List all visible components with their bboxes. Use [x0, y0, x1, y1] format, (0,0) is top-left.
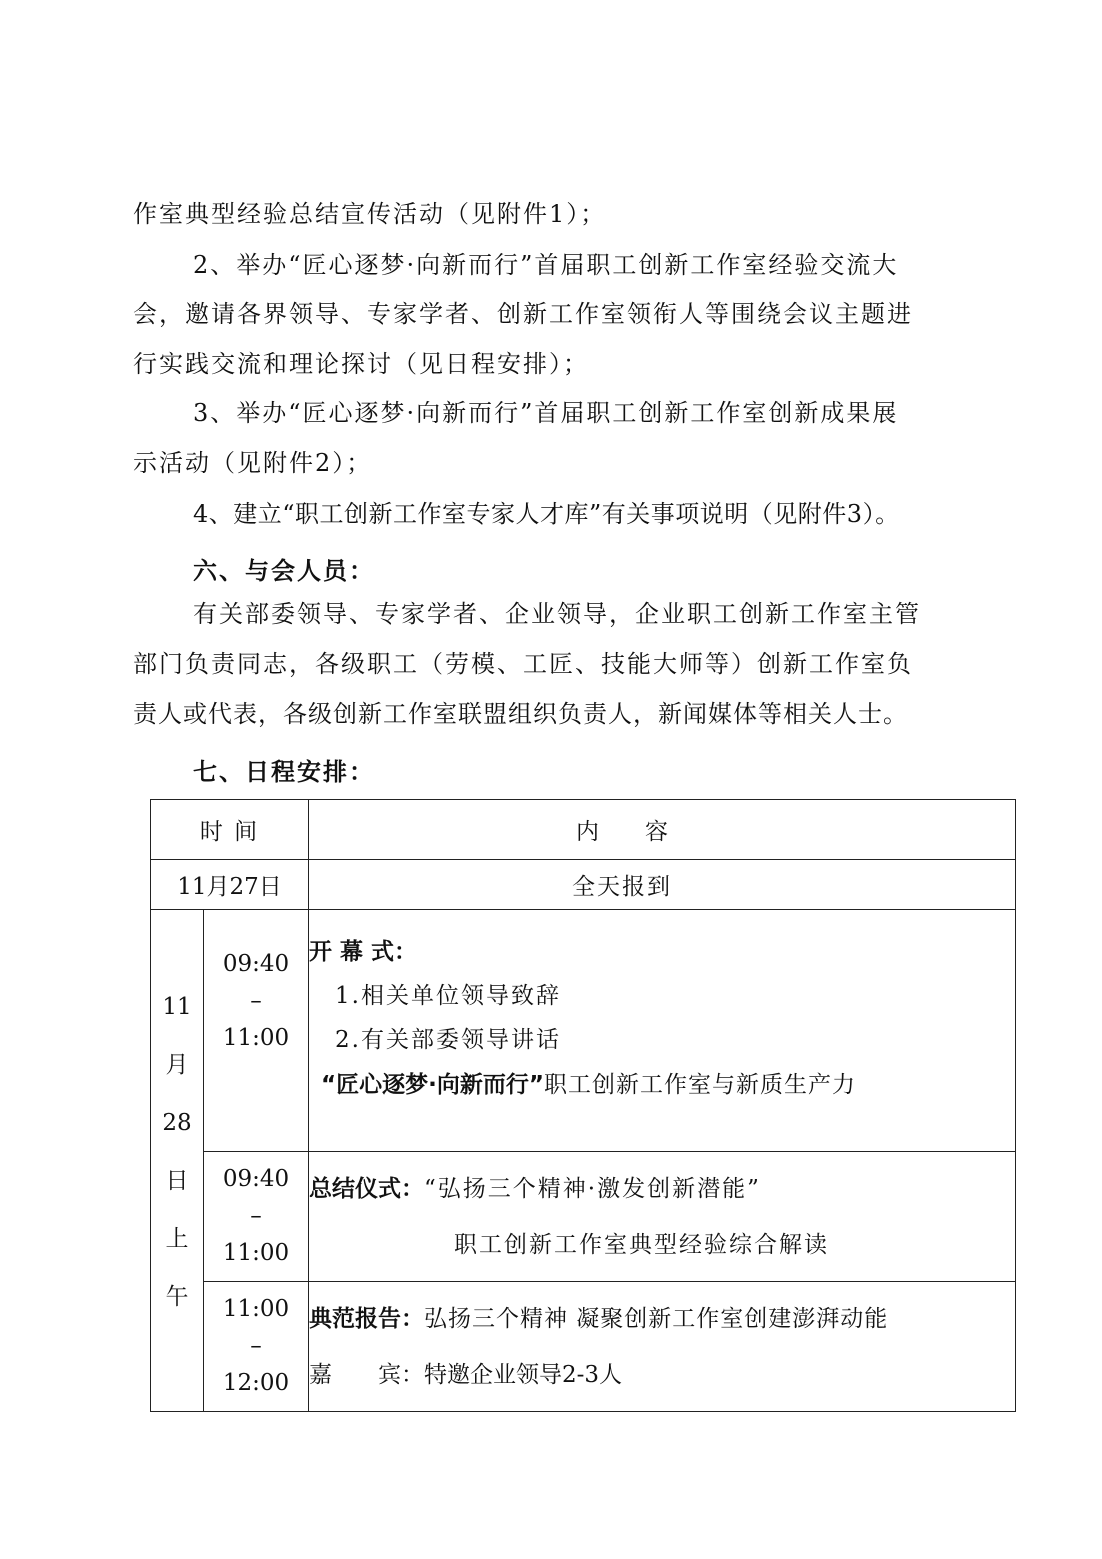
paragraph-item-3-line-1: 3、举办“匠心逐梦·向新而行”首届职工创新工作室创新成果展 [193, 399, 899, 427]
day2-label-char: 28 [162, 1110, 192, 1136]
guest-value: 特邀企业领导2-3人 [424, 1361, 623, 1388]
opening-theme-bold: “匠心逐梦·向新而行” [321, 1072, 544, 1098]
day2-label-char: 上 [165, 1226, 189, 1252]
session-1-time [204, 910, 309, 1152]
opening-theme-line [309, 1062, 1015, 1108]
opening-item-2: 2.有关部委领导讲话 [335, 1027, 561, 1053]
time-end: 11:00 [222, 1240, 290, 1266]
session-3-time [204, 1282, 309, 1412]
day2-label-char: 月 [165, 1052, 189, 1078]
summary-title-line [309, 1161, 1015, 1217]
report-subtitle: 弘扬三个精神 凝聚创新工作室创建澎湃动能 [424, 1305, 889, 1332]
opening-theme-rest: 职工创新工作室与新质生产力 [543, 1072, 856, 1098]
summary-subtitle: “弘扬三个精神·激发创新潜能” [424, 1175, 761, 1202]
session-1-content [309, 910, 1016, 1152]
summary-title: 总结仪式： [309, 1175, 424, 1202]
opening-item-1: 1.相关单位领导致辞 [335, 983, 561, 1009]
paragraph-item-2-line-2: 会，邀请各界领导、专家学者、创新工作室领衔人等围绕会议主题进 [133, 300, 913, 328]
header-content: 内 容 [309, 800, 1016, 860]
time-end: 11:00 [222, 1025, 290, 1051]
paragraph-item-4: 4、建立“职工创新工作室专家人才库”有关事项说明（见附件3）。 [193, 500, 900, 528]
day2-label-char: 日 [165, 1168, 189, 1194]
schedule-table [150, 799, 1016, 1412]
table-row-session-summary [151, 1152, 1016, 1282]
time-dash: – [250, 1333, 262, 1359]
guest-label: 嘉 宾： [309, 1361, 424, 1388]
section-6-line-3: 责人或代表，各级创新工作室联盟组织负责人，新闻媒体等相关人士。 [133, 700, 908, 728]
paragraph-continuation: 作室典型经验总结宣传活动（见附件1）； [133, 200, 607, 228]
section-6-heading: 六、与会人员： [193, 557, 375, 585]
table-row-session-report [151, 1282, 1016, 1412]
time-dash: – [250, 1203, 262, 1229]
table-header-row [151, 800, 1016, 860]
day1-content: 全天报到 [309, 860, 1016, 910]
session-2-content [309, 1152, 1016, 1282]
paragraph-item-2-line-1: 2、举办“匠心逐梦·向新而行”首届职工创新工作室经验交流大 [193, 251, 899, 279]
opening-title: 开 幕 式： [309, 939, 418, 965]
day2-label-char: 11 [162, 994, 192, 1020]
report-title: 典范报告： [309, 1305, 424, 1332]
day2-label [151, 910, 204, 1412]
paragraph-item-3-line-2: 示活动（见附件2）； [133, 449, 373, 477]
time-start: 09:40 [222, 951, 290, 977]
time-dash: – [250, 988, 262, 1014]
session-2-time [204, 1152, 309, 1282]
table-row-session-opening [151, 910, 1016, 1152]
section-6-line-2: 部门负责同志，各级职工（劳模、工匠、技能大师等）创新工作室负 [133, 650, 913, 678]
summary-line-2: 职工创新工作室典型经验综合解读 [454, 1231, 829, 1258]
report-title-line [309, 1291, 1015, 1347]
table-row-day1 [151, 860, 1016, 910]
section-7-heading: 七、日程安排： [193, 758, 375, 786]
time-end: 12:00 [222, 1370, 290, 1396]
day2-label-char: 午 [165, 1284, 189, 1310]
section-6-line-1: 有关部委领导、专家学者、企业领导，企业职工创新工作室主管 [193, 600, 921, 628]
report-guest-line [309, 1347, 1015, 1403]
header-time: 时 间 [151, 800, 309, 860]
time-start: 09:40 [222, 1166, 290, 1192]
time-start: 11:00 [222, 1296, 290, 1322]
paragraph-item-2-line-3: 行实践交流和理论探讨（见日程安排）； [133, 350, 589, 378]
day1-date: 11月27日 [151, 860, 309, 910]
session-3-content [309, 1282, 1016, 1412]
